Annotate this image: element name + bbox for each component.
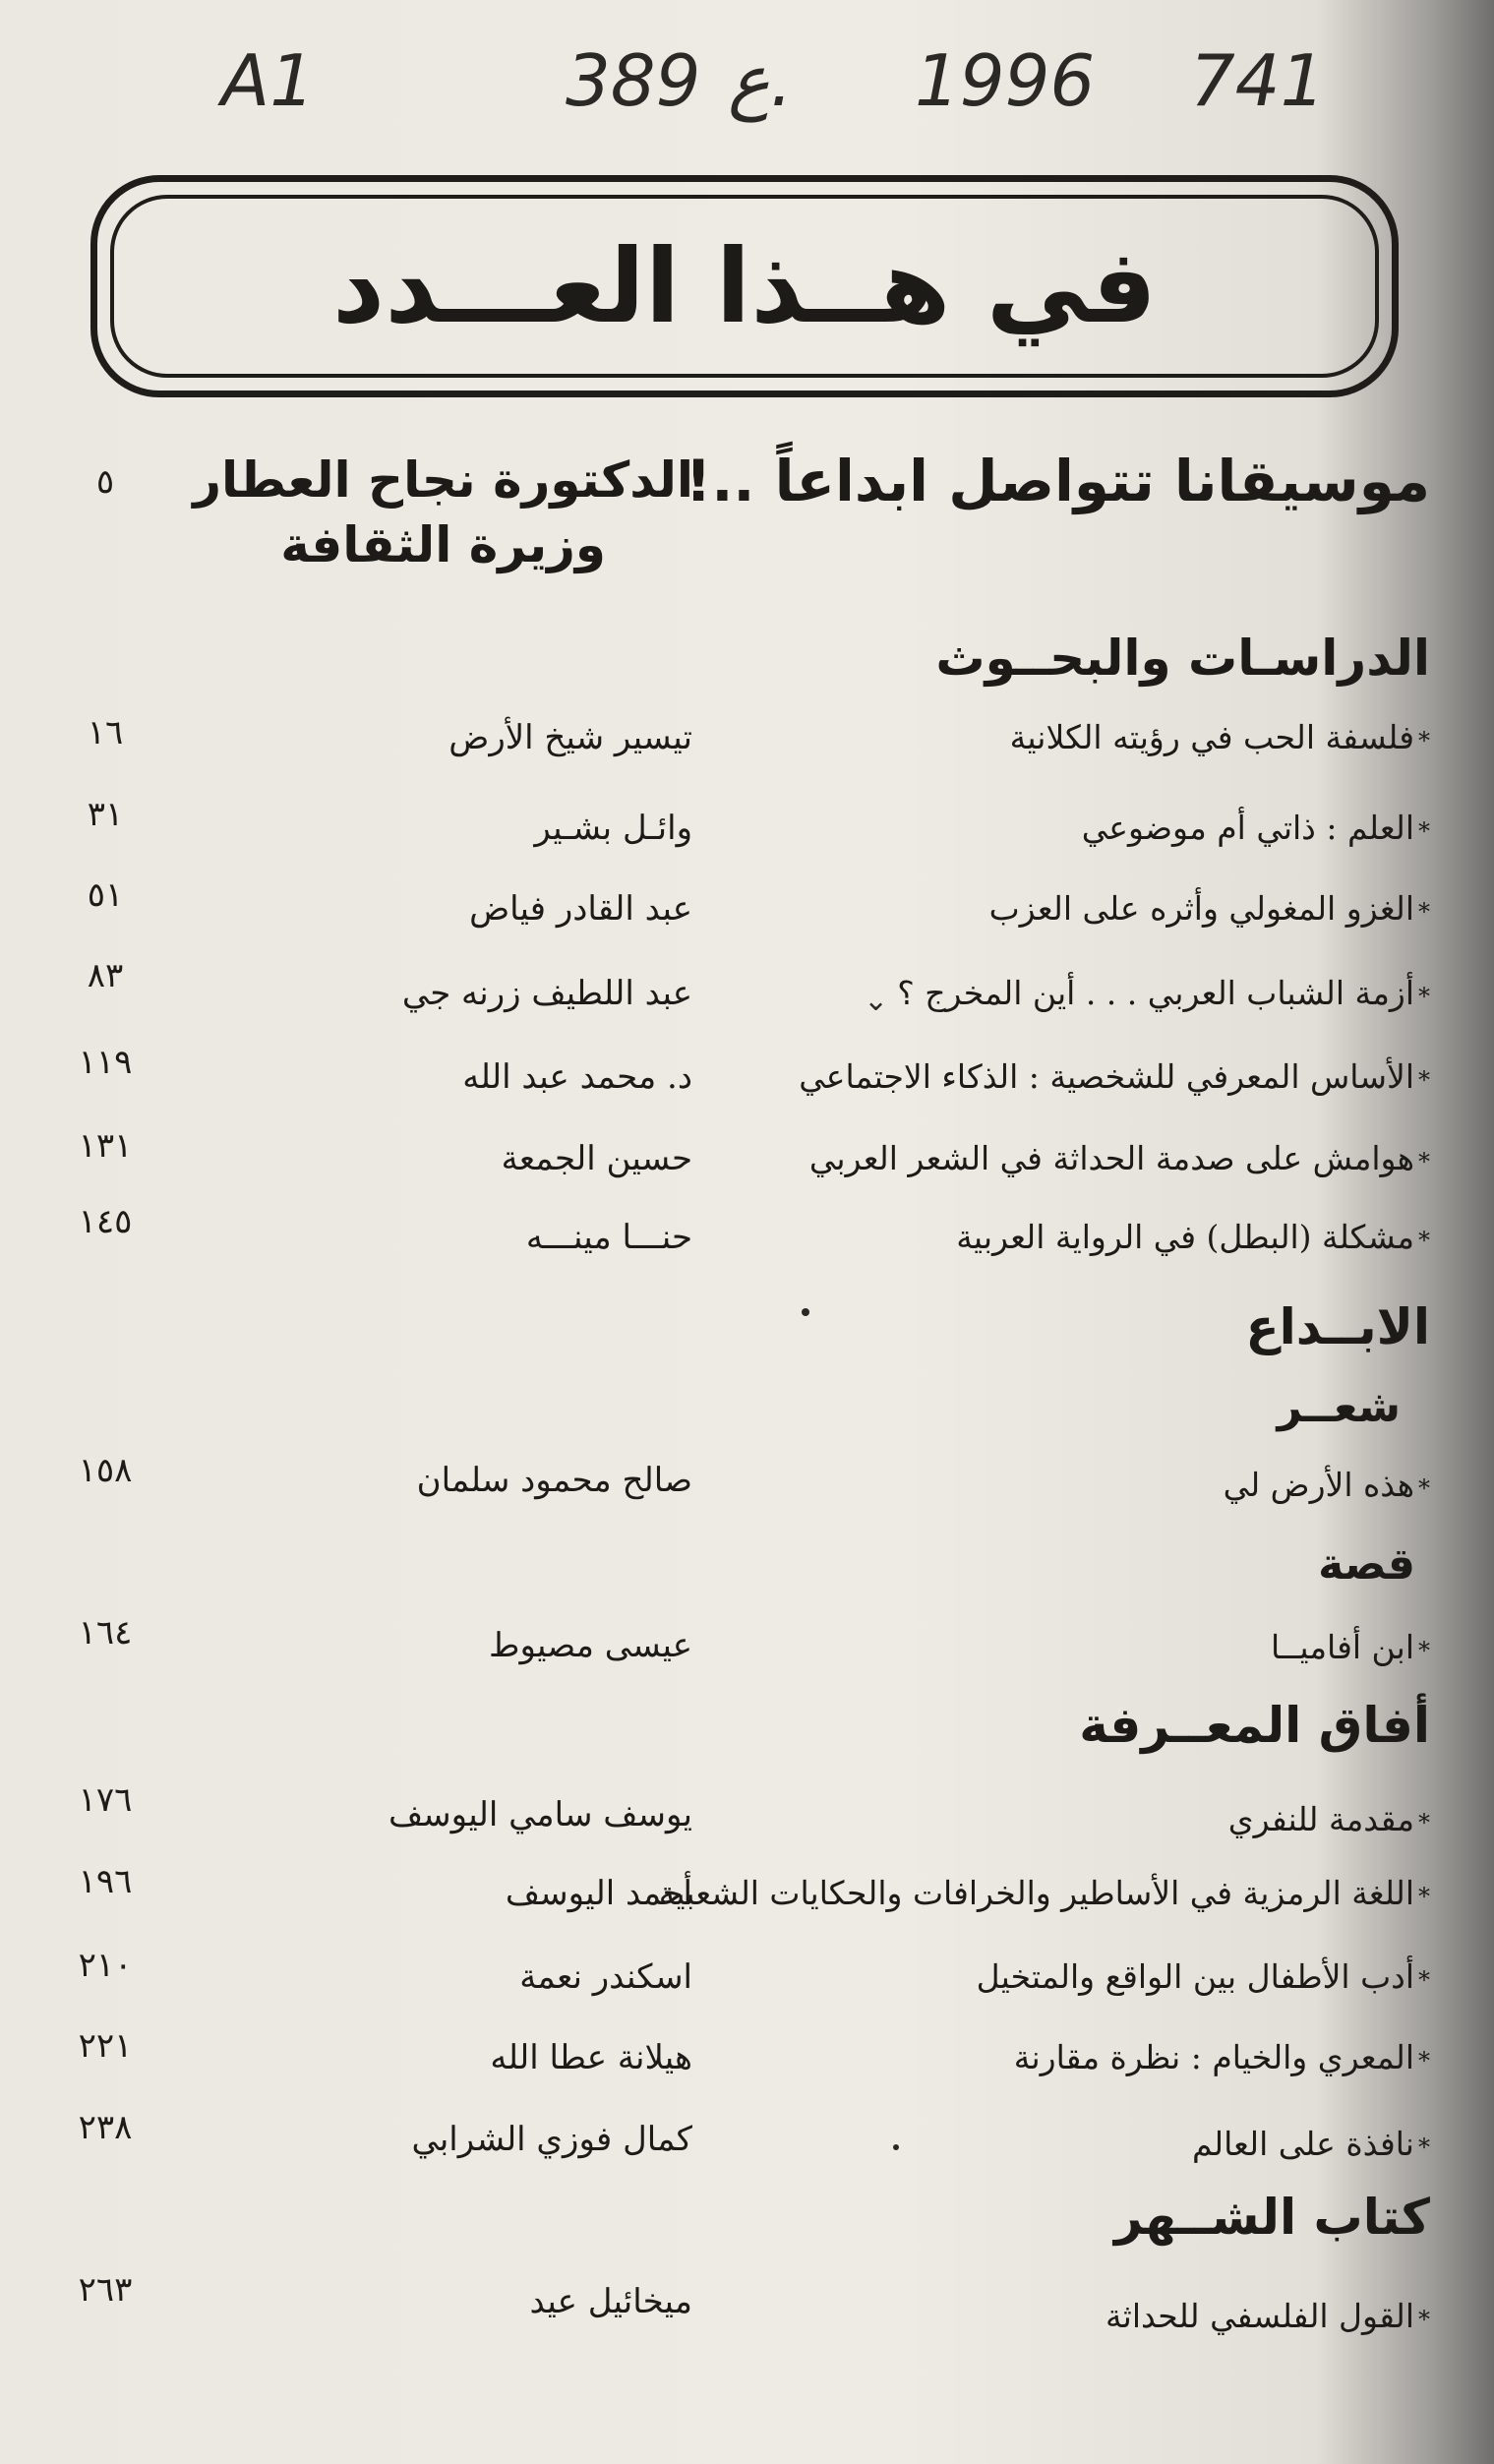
toc-entry-author: وائـل بشـير [534,809,692,848]
toc-entry-title: *أدب الأطفال بين الواقع والمتخيل [976,1957,1430,1996]
toc-entry-author: صالح محمود سلمان [416,1461,692,1500]
toc-entry-title: *الغزو المغولي وأثره على العزب [988,889,1430,928]
toc-entry-page: ١٩٦ [78,1862,133,1901]
toc-entry-author: اسكندر نعمة [519,1957,692,1997]
subsection-poetry: شعــر [1277,1382,1401,1432]
toc-entry-title: *القول الفلسفي للحداثة [1105,2297,1430,2335]
toc-entry-page: ٣١ [87,795,124,834]
pencil-check-icon: ⌄ [864,984,889,1018]
toc-entry-title: *نافذة على العالم [1192,2125,1430,2163]
toc-entry-page: ١٦ [87,713,124,752]
toc-entry-page: ١٧٦ [78,1780,133,1820]
bullet-star: * [1418,1966,1430,1994]
section-book-of-month: كتاب الشــهر [1114,2189,1430,2246]
handwritten-catalog-note [197,39,1377,157]
toc-entry-title: *هوامش على صدمة الحداثة في الشعر العربي [808,1139,1430,1177]
toc-entry-page: ١١٩ [78,1043,133,1082]
lead-article-page: ٥ [95,462,115,502]
bullet-star: * [1418,1637,1430,1664]
bullet-star: * [1418,1809,1430,1836]
toc-entry-page: ٨٣ [87,956,124,995]
catalog-issue: 741 [1190,39,1326,122]
toc-entry-page: ٢٦٣ [78,2270,133,2310]
toc-entry-title: *المعري والخيام : نظرة مقارنة [1013,2038,1430,2076]
toc-entry-author: أحمد اليوسف [505,1874,692,1913]
toc-entry-title: *العلم : ذاتي أم موضوعي [1081,809,1430,847]
bullet-star: * [1418,2133,1430,2161]
ink-speck [802,1308,809,1316]
toc-entry-author: عيسى مصيوط [489,1626,692,1665]
toc-entry-title: *اللغة الرمزية في الأساطير والخرافات والحكايات الشعبية [658,1874,1430,1912]
bullet-star: * [1418,1066,1430,1094]
section-studies: الدراسـات والبحــوث [935,630,1430,687]
toc-entry-title: *فلسفة الحب في رؤيته الكلانية [1009,718,1430,756]
toc-entry-author: تيسير شيخ الأرض [448,718,692,757]
bullet-star: * [1418,2047,1430,2074]
bullet-star: * [1418,1227,1430,1254]
bullet-star: * [1418,727,1430,754]
toc-entry-page: ١٦٤ [78,1613,133,1653]
section-horizons: أفاق المعــرفة [1079,1697,1430,1754]
toc-entry-page: ١٤٥ [78,1202,133,1241]
toc-entry-author: عبد القادر فياض [469,889,692,929]
bullet-star: * [1418,1148,1430,1175]
toc-entry-title: *الأساس المعرفي للشخصية : الذكاء الاجتماعي [799,1057,1430,1096]
toc-entry-page: ٥١ [87,875,124,915]
catalog-year: 1996 [915,39,1096,122]
lead-author-role: وزيرة الثقافة [280,516,607,573]
toc-entry-author: د. محمد عبد الله [462,1057,692,1097]
bullet-star: * [1418,817,1430,845]
catalog-letter: ع. [728,39,793,122]
bullet-star: * [1418,898,1430,926]
toc-entry-author: عبد اللطيف زرنه جي [401,974,692,1013]
bullet-star: * [1418,1474,1430,1502]
toc-entry-page: ٢٣٨ [78,2108,133,2147]
toc-entry-author: يوسف سامي اليوسف [388,1795,692,1834]
toc-entry-author: هيلانة عطا الله [490,2038,692,2077]
toc-entry-title: *أزمة الشباب العربي . . . أين المخرج ؟ [897,974,1430,1012]
catalog-number: 389 [566,39,701,122]
ink-speck [893,2144,899,2150]
lead-article-title: موسيقانا تتواصل ابداعاً ..! [685,448,1430,514]
toc-entry-title: *هذه الأرض لي [1223,1466,1430,1504]
section-creativity: الابــداع [1245,1298,1430,1355]
lead-article-author [193,448,693,577]
bullet-star: * [1418,983,1430,1010]
toc-entry-page: ٢٢١ [78,2026,133,2066]
bullet-star: * [1418,1883,1430,1910]
lead-author-name: الدكتورة نجاح العطار [193,451,693,509]
toc-entry-author: حسين الجمعة [501,1139,692,1178]
toc-entry-title: *مشكلة (البطل) في الرواية العربية [956,1218,1430,1256]
toc-entry-page: ٢١٠ [78,1946,133,1985]
catalog-code: A1 [221,39,316,122]
bullet-star: * [1418,2306,1430,2333]
toc-entry-title: *ابن أفاميــا [1271,1628,1430,1666]
subsection-story: قصة [1318,1539,1415,1590]
toc-entry-page: ١٣١ [78,1126,133,1166]
page-title: في هــذا العـــدد [331,226,1158,346]
toc-entry-author: ميخائيل عيد [529,2282,692,2321]
toc-entry-page: ١٥٨ [78,1451,133,1490]
toc-entry-author: كمال فوزي الشرابي [411,2120,692,2159]
toc-entry-title: *مقدمة للنفري [1227,1800,1430,1838]
toc-entry-author: حنـــا مينـــه [525,1218,692,1257]
